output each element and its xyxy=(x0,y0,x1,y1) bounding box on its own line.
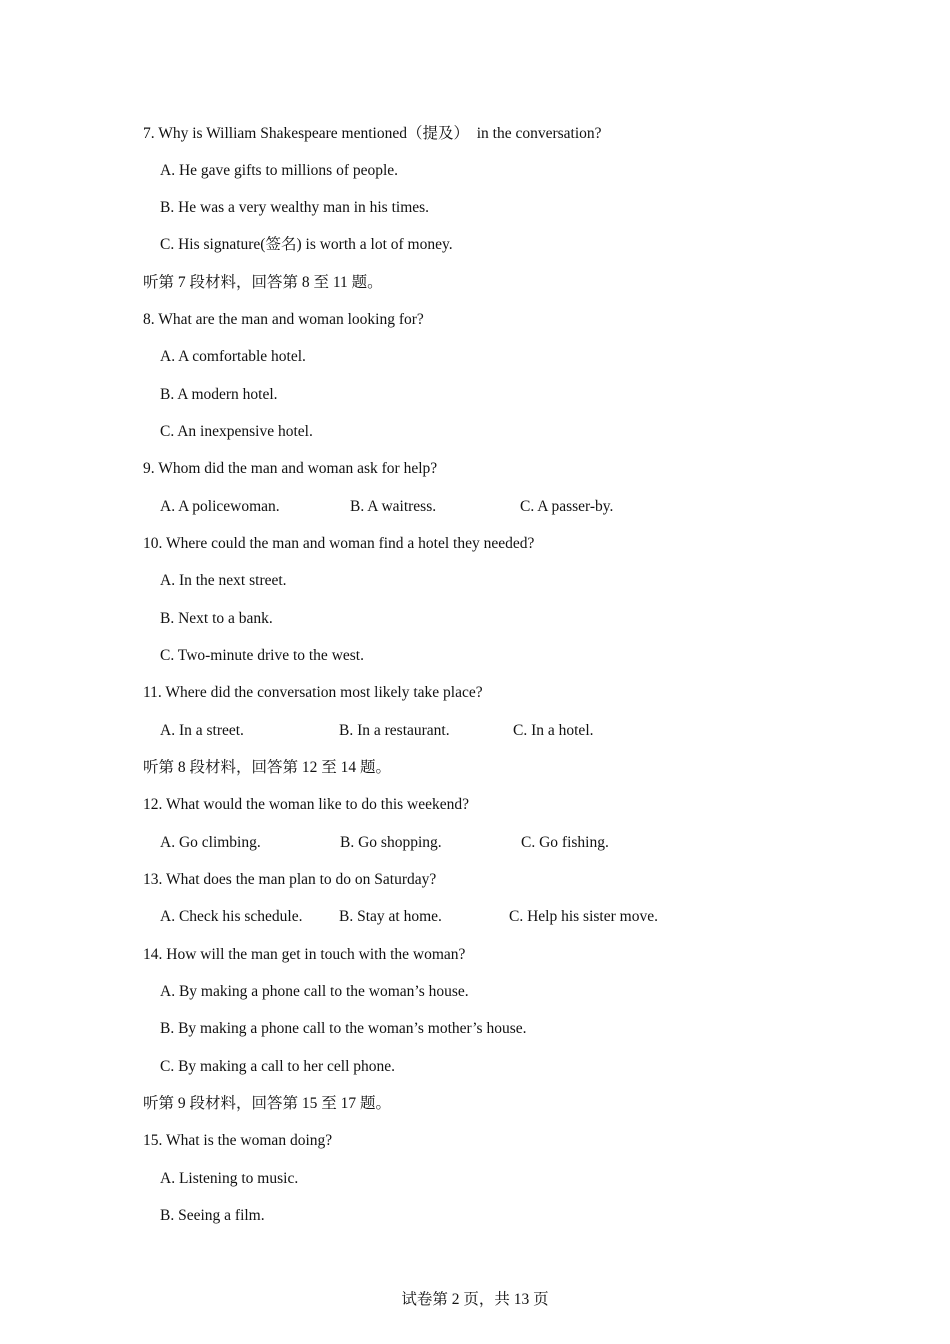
question-11-option-c: C. In a hotel. xyxy=(513,722,594,739)
question-14-option-b: B. By making a phone call to the woman’s mother’s house. xyxy=(160,1020,527,1037)
question-13-option-b: B. Stay at home. xyxy=(339,908,442,925)
question-10-option-c: C. Two-minute drive to the west. xyxy=(160,647,364,664)
question-11-option-a: A. In a street. xyxy=(160,722,244,739)
section-7-instruction: 听第 7 段材料，回答第 8 至 11 题。 xyxy=(143,274,383,291)
question-15-option-b: B. Seeing a film. xyxy=(160,1207,265,1224)
page-footer: 试卷第 2 页，共 13 页 xyxy=(401,1291,549,1308)
question-9-stem: 9. Whom did the man and woman ask for help? xyxy=(143,460,438,477)
question-8-option-c: C. An inexpensive hotel. xyxy=(160,423,313,440)
section-9-instruction: 听第 9 段材料，回答第 15 至 17 题。 xyxy=(143,1095,392,1112)
question-10-stem: 10. Where could the man and woman find a hotel they needed? xyxy=(143,535,535,552)
question-9-option-a: A. A policewoman. xyxy=(160,498,280,515)
question-8-option-b: B. A modern hotel. xyxy=(160,386,278,403)
question-11-option-b: B. In a restaurant. xyxy=(339,722,450,739)
question-7-option-a: A. He gave gifts to millions of people. xyxy=(160,162,399,179)
question-9-option-c: C. A passer-by. xyxy=(520,498,614,515)
question-12-option-c: C. Go fishing. xyxy=(521,834,609,851)
question-8-stem: 8. What are the man and woman looking for? xyxy=(143,311,424,328)
question-7-stem: 7. Why is William Shakespeare mentioned（提及） in the conversation? xyxy=(143,125,602,142)
question-8-option-a: A. A comfortable hotel. xyxy=(160,348,306,365)
question-14-option-a: A. By making a phone call to the woman’s house. xyxy=(160,983,469,1000)
question-11-stem: 11. Where did the conversation most likely take place? xyxy=(143,684,483,701)
question-14-stem: 14. How will the man get in touch with the woman? xyxy=(143,946,466,963)
question-12-option-a: A. Go climbing. xyxy=(160,834,261,851)
question-15-option-a: A. Listening to music. xyxy=(160,1170,299,1187)
question-15-stem: 15. What is the woman doing? xyxy=(143,1132,333,1149)
section-8-instruction: 听第 8 段材料，回答第 12 至 14 题。 xyxy=(143,759,392,776)
question-12-option-b: B. Go shopping. xyxy=(340,834,442,851)
question-7-option-b: B. He was a very wealthy man in his times. xyxy=(160,199,430,216)
question-14-option-c: C. By making a call to her cell phone. xyxy=(160,1058,396,1075)
question-7-option-c: C. His signature(签名) is worth a lot of money. xyxy=(160,236,453,253)
question-13-option-c: C. Help his sister move. xyxy=(509,908,658,925)
question-13-option-a: A. Check his schedule. xyxy=(160,908,303,925)
question-13-stem: 13. What does the man plan to do on Saturday? xyxy=(143,871,437,888)
question-9-option-b: B. A waitress. xyxy=(350,498,437,515)
question-10-option-a: A. In the next street. xyxy=(160,572,287,589)
question-10-option-b: B. Next to a bank. xyxy=(160,610,273,627)
question-12-stem: 12. What would the woman like to do this weekend? xyxy=(143,796,470,813)
